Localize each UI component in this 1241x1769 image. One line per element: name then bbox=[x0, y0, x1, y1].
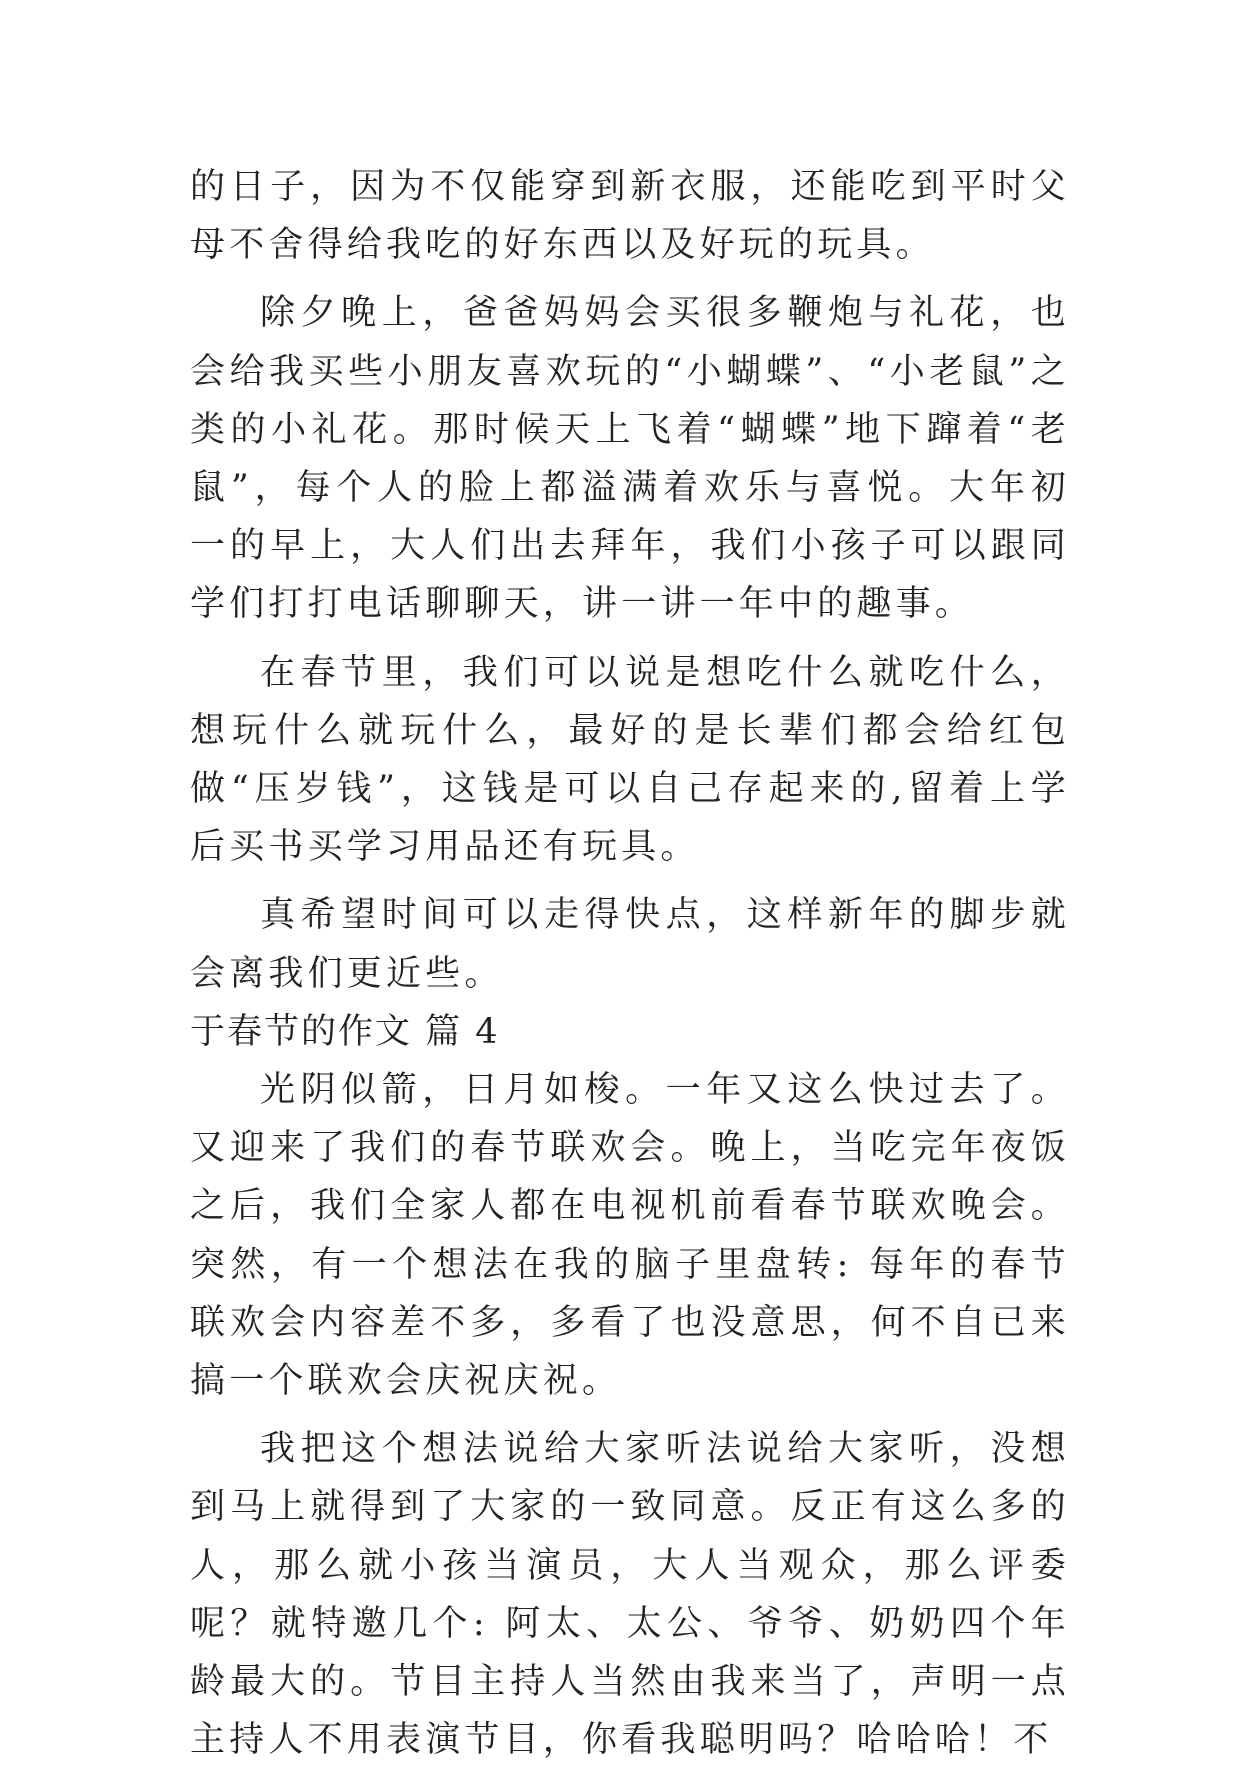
paragraph-3: 在春节里，我们可以说是想吃什么就吃什么，想玩什么就玩什么，最好的是长辈们都会给红包做“压岁钱”，这钱是可以自己存起来的,留着上学后买书买学习用品还有玩具。 bbox=[190, 652, 1070, 868]
document-body bbox=[190, 158, 1070, 1769]
paragraph-4: 真希望时间可以走得快点，这样新年的脚步就会离我们更近些。 bbox=[190, 895, 1070, 994]
section-heading: 于春节的作文 篇 4 bbox=[190, 1011, 500, 1052]
paragraph-2: 除夕晚上，爸爸妈妈会买很多鞭炮与礼花，也会给我买些小朋友喜欢玩的“小蝴蝶”、“小老鼠”之类的小礼花。那时候天上飞着“蝴蝶”地下蹿着“老鼠”，每个人的脸上都溢满着欢乐与喜悦。大年初一的早上，大人们出去拜年，我们小孩子可以跟同学们打打电话聊聊天，讲一讲一年中的趣事。 bbox=[190, 293, 1070, 625]
paragraph-5: 光阴似箭，日月如梭。一年又这么快过去了。又迎来了我们的春节联欢会。晚上，当吃完年夜饭之后，我们全家人都在电视机前看春节联欢晚会。突然，有一个想法在我的脑子里盘转: 每年的春节联欢会内容差不多，多看了也没意思，何不自已来搞一个联欢会庆祝庆祝。 bbox=[190, 1070, 1070, 1402]
paragraph-6: 我把这个想法说给大家听法说给大家听，没想到马上就得到了大家的一致同意。反正有这么多的人，那么就小孩当演员，大人当观众，那么评委呢？就特邀几个: 阿太、太公、爷爷、奶奶四个年龄最大的。节目主持人当然由我来当了，声明一点主持人不用表演节目，你看我聪明吗？哈哈哈！不 bbox=[190, 1429, 1070, 1761]
paragraph-1: 的日子，因为不仅能穿到新衣服，还能吃到平时父母不舍得给我吃的好东西以及好玩的玩具。 bbox=[190, 167, 1070, 266]
